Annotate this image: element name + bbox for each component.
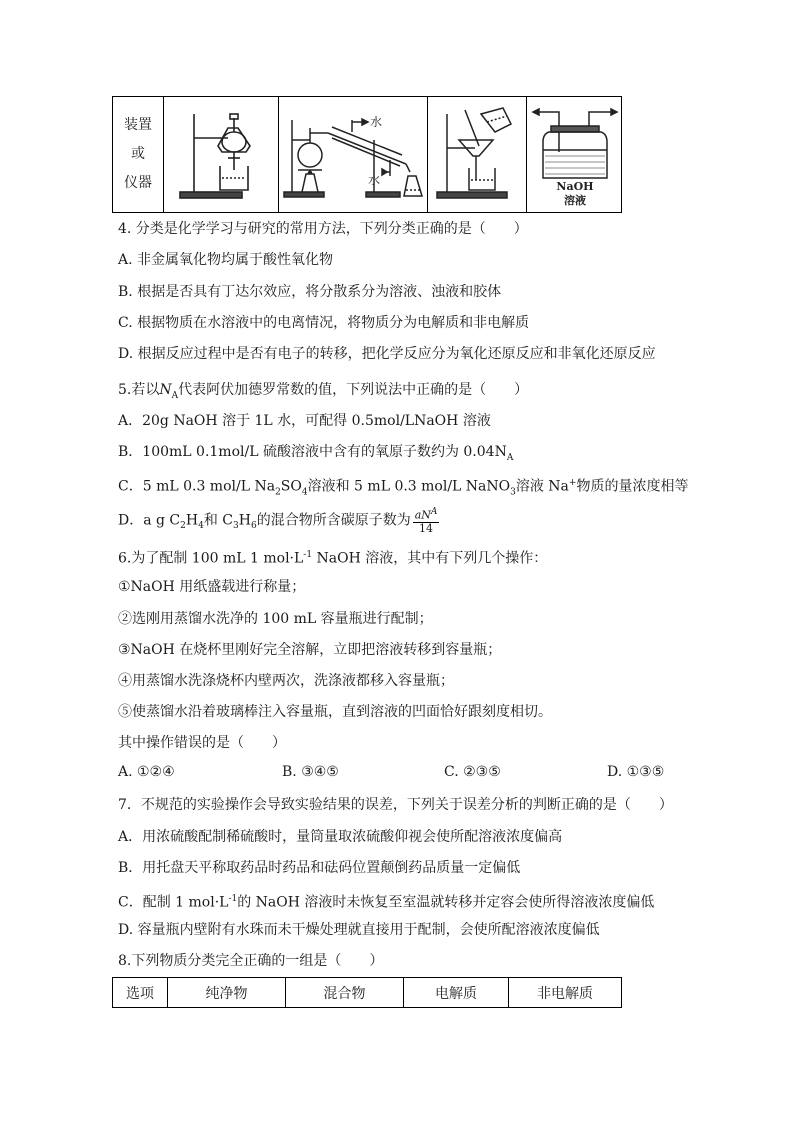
q4-option-a: A. 非金属氧化物均属于酸性氧化物 <box>118 252 334 268</box>
q5-option-a: A．20g NaOH 溶于 1L 水，可配得 0.5mol/LNaOH 溶液 <box>118 413 491 429</box>
q8-header-option: 选项 <box>113 978 168 1008</box>
q6-stem-sup: -1 <box>303 550 313 560</box>
q7-c-pre: C．配制 1 mol·L <box>118 894 229 911</box>
q5-option-d <box>118 506 439 536</box>
q4-stem: 4. 分类是化学学习与研究的常用方法，下列分类正确的是（ ） <box>118 221 528 237</box>
q6-operation-4: ④用蒸馏水洗涤烧杯内壁两次，洗涤液都移入容量瓶； <box>118 673 454 689</box>
apparatus-label-line1: 装置 <box>124 117 152 133</box>
q5-c-text2: SO <box>280 478 302 495</box>
q5-d-fraction <box>413 506 440 535</box>
q5-stem-pre: 5.若以 <box>118 382 160 398</box>
q8-header-electrolyte: 电解质 <box>404 978 509 1008</box>
q4-option-c: C. 根据物质在水溶液中的电离情况，将物质分为电解质和非电解质 <box>118 315 530 331</box>
q4-option-b: B. 根据是否具有丁达尔效应，将分散系分为溶液、浊液和胶体 <box>118 284 502 300</box>
q7-option-c <box>118 889 654 913</box>
q5-na-sub: A <box>171 390 179 401</box>
q6-operation-3: ③NaOH 在烧杯里刚好完全溶解，立即把溶液转移到容量瓶； <box>118 642 502 658</box>
q5-d-text1: D．a g C <box>118 512 181 529</box>
q7-option-d: D. 容量瓶内壁附有水珠而未干燥处理就直接用于配制，会使所配溶液浓度偏低 <box>118 922 600 938</box>
q5-c-sub1: 2 <box>275 487 281 498</box>
water-out-label: 水 <box>370 114 383 129</box>
q6-option-c: C. ②③⑤ <box>444 764 501 780</box>
q5-d-sub3: 3 <box>233 521 239 532</box>
q5-c-text1: C．5 mL 0.3 mol/L Na <box>118 478 276 495</box>
q5-d-frac-num-sup: A <box>430 507 438 517</box>
q8-header-row <box>113 978 622 1008</box>
q5-c-sub2: 4 <box>301 487 308 498</box>
filtration-apparatus <box>428 97 527 213</box>
q7-option-a: A．用浓硫酸配制稀硫酸时，量筒量取浓硫酸仰视会使所配溶液浓度偏高 <box>118 829 563 845</box>
q6-operation-2: ②选刚用蒸馏水洗净的 100 mL 容量瓶进行配制； <box>118 611 433 627</box>
naoh-wash-bottle-apparatus <box>527 97 622 213</box>
q8-header-nonelectrolyte: 非电解质 <box>509 978 622 1008</box>
distillation-icon <box>280 100 426 210</box>
naoh-label-line2: 溶液 <box>564 193 586 207</box>
naoh-label-line1: NaOH <box>556 179 594 193</box>
water-in-label: 水 <box>368 172 381 187</box>
gas-wash-bottle-icon <box>527 100 623 210</box>
q5-d-text2: H <box>185 512 199 529</box>
q6-options <box>118 764 678 784</box>
q6-operation-1: ①NaOH 用纸盛载进行称量； <box>118 579 306 595</box>
q5-d-text4: H <box>238 512 251 529</box>
apparatus-label-line2: 或 <box>131 146 145 162</box>
apparatus-label-line3: 仪器 <box>124 175 152 191</box>
q5-c-text4: 溶液 Na <box>515 478 569 495</box>
q5-c-sup: + <box>568 478 577 488</box>
separatory-funnel-icon <box>166 100 276 210</box>
q5-d-frac-num: aN <box>414 508 431 522</box>
q5-option-b <box>118 442 513 468</box>
q5-b-sub: A <box>506 452 514 463</box>
q5-d-sub1: 2 <box>180 521 186 532</box>
q5-d-sub4: 6 <box>250 521 257 532</box>
q5-c-sub3: 3 <box>510 487 516 498</box>
q5-stem <box>118 380 528 406</box>
q5-b-text: B．100mL 0.1mol/L 硫酸溶液中含有的氧原子数约为 0.04N <box>118 444 507 460</box>
q5-c-text3: 溶液和 5 mL 0.3 mol/L NaNO <box>307 478 511 495</box>
q6-option-a: A. ①②④ <box>118 764 175 780</box>
q8-header-mixture: 混合物 <box>286 978 404 1008</box>
q5-stem-post: 代表阿伏加德罗常数的值，下列说法中正确的是（ ） <box>178 382 529 398</box>
q6-stem-post: NaOH 溶液，其中有下列几个操作： <box>312 550 548 567</box>
q7-option-b: B．用托盘天平称取药品时药品和砝码位置颠倒药品质量一定偏低 <box>118 860 521 876</box>
q6-ask: 其中操作错误的是（ ） <box>118 735 286 751</box>
q6-stem-pre: 6.为了配制 100 mL 1 mol·L <box>118 550 304 567</box>
q7-c-post: 的 NaOH 溶液时未恢复至室温就转移并定容会使所得溶液浓度偏低 <box>237 894 655 911</box>
q6-option-b: B. ③④⑤ <box>282 764 339 780</box>
q5-c-text5: 物质的量浓度相等 <box>576 478 689 495</box>
filtration-icon <box>429 100 525 210</box>
q5-d-text3: 和 C <box>203 512 234 529</box>
apparatus-label-cell <box>113 97 164 213</box>
q6-stem <box>118 545 547 569</box>
separatory-funnel-apparatus <box>164 97 279 213</box>
q5-na-symbol: N <box>159 382 172 398</box>
q5-d-text5: 的混合物所含碳原子数为 <box>256 512 411 529</box>
q8-classification-table <box>112 977 622 1008</box>
q7-stem: 7．不规范的实验操作会导致实验结果的误差，下列关于误差分析的判断正确的是（ ） <box>118 797 673 813</box>
q5-option-c <box>118 473 688 502</box>
distillation-apparatus <box>279 97 428 213</box>
q8-stem: 8.下列物质分类完全正确的一组是（ ） <box>118 953 384 969</box>
q6-option-d: D. ①③⑤ <box>607 764 665 780</box>
q5-d-frac-den: 14 <box>419 521 434 535</box>
q6-operation-5: ⑤使蒸馏水沿着玻璃棒注入容量瓶，直到溶液的凹面恰好跟刻度相切。 <box>118 704 552 720</box>
q5-d-sub2: 4 <box>198 521 204 532</box>
q4-option-d: D. 根据反应过程中是否有电子的转移，把化学反应分为氧化还原反应和非氧化还原反应 <box>118 346 656 362</box>
apparatus-table <box>112 96 622 213</box>
q8-header-pure: 纯净物 <box>168 978 286 1008</box>
q7-c-sup: -1 <box>228 894 238 904</box>
